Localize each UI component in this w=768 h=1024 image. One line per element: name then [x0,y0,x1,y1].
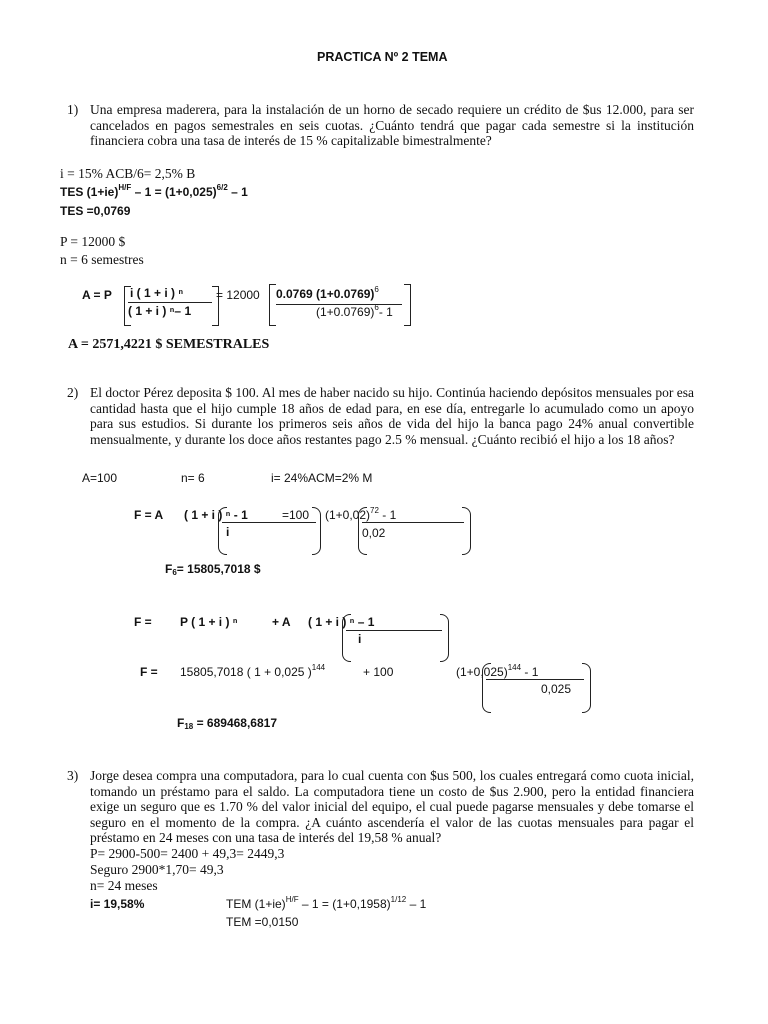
p3-tem-result: TEM =0,0150 [226,915,299,929]
p2-combined-fraction-line [346,630,442,631]
p1-tes-result: TES =0,0769 [60,204,131,218]
p1-annuity-lhs: A = P [82,288,112,302]
p2-combined-principal: P ( 1 + i ) ⁿ [180,615,238,629]
p2-deposit: A=100 [82,471,118,485]
page-title: PRACTICA Nº 2 TEMA [317,50,448,64]
p2-combined-plus: + A [272,615,291,629]
p2-rate: i= 24%ACM=2% M [271,471,373,485]
p2-fraction-line [222,522,316,523]
problem-1-text: Una empresa maderera, para la instalación de un horno de secado requiere un crédito de $us 12.000, para ser cancelados en pagos semestrales en seis cuotas. ¿Cuánto tendrá que pagar cada semestre si la institución financiera cobra una tasa de interés de 15 % capitalizable bimestralmente? [90,102,694,148]
p2-bracket-right [312,507,321,555]
p1-annuity-mid: = 12000 [216,288,260,302]
problem-3-text: Jorge desea compra una computadora, para lo cual cuenta con $us 500, los cuales entregará como cuota inicial, tomando un préstamo para el saldo. La computadora tiene un costo de $us 2.900, pero la entidad financiera exige un seguro que es 1.70 % del valor inicial del equipo, el cual puede pagarse mensuales y debe tomarse el seguro en el momento de la compra. ¿A cuánto ascendería el valor de las cuotas mensuales para pagar el préstamo en 24 meses con una tasa de interés del 19,58 % anual? [90,768,694,845]
p1-bracket2-right [404,284,411,326]
p2-substituted-value: 15805,7018 ( 1 + 0,025 )$^{144}$ [180,663,326,679]
p2-f6-result: $F_6= 15805,7018$ $ [165,562,261,577]
p2-future-denominator: i [226,525,230,539]
p1-annuity-denominator2: $(1+0.0769)^6-$ 1 [316,303,393,319]
p2-combined-denominator: i [358,632,362,646]
problem-2-text: El doctor Pérez deposita $ 100. Al mes de haber nacido su hijo. Continúa haciendo depósitos mensuales por esa cantidad hasta que el hijo cumple 18 años de edad para, en ese día, entregarle lo acumulado como un apoyo para sus estudios. Si durante los primeros seis años de vida del hijo la banca pago 24% anual convertible mensualmente, y durante los doce años restantes pago 2.5 % mensual. ¿Cuánto recibió el hijo a los 18 años? [90,385,694,447]
p1-periods: n = 6 semestres [60,252,144,267]
p2-substituted-fraction-line [486,679,584,680]
p2-future-lhs: F = A [134,508,164,522]
p2-combined-numerator: ( 1 + i ) ⁿ – 1 [308,615,375,629]
p2-future-numerator: ( 1 + i ) ⁿ - 1 [184,508,248,522]
p2-substituted-lhs: F = [140,665,158,679]
p2-substituted-bracket-right [582,663,591,713]
p2-future-denominator2: 0,02 [362,526,386,540]
p1-fraction-line [128,302,212,303]
p1-principal: P = 12000 $ [60,234,126,249]
p1-annuity-numerator: i ( 1 + i ) ⁿ [130,286,184,300]
problem-2-number: 2) [67,385,79,400]
p3-principal: P= 2900-500= 2400 + 49,3= 2449,3 [90,846,285,861]
p3-insurance: Seguro 2900*1,70= 49,3 [90,862,224,877]
p1-rate: i = 15% ACB/6= 2,5% B [60,166,196,181]
p2-substituted-numerator: $(1+0,025)^{144} - 1$ [456,663,539,679]
p2-future-numerator2: $(1+0,02)^{72} - 1$ [325,506,397,522]
p1-bracket2-left [269,284,276,326]
problem-3-number: 3) [67,768,79,783]
p3-periods: n= 24 meses [90,878,158,893]
p1-tes-formula: TES $(1+ie)^{H/F} - 1 = (1+0,025)^{6/2} - 1$ [60,183,248,199]
p2-substituted-denominator: 0,025 [541,682,572,696]
p2-substituted-bracket-left [482,663,491,713]
problem-1-number: 1) [67,102,79,117]
p3-rate: i= 19,58% [90,897,145,911]
p1-answer: A = 2571,4221 $ SEMESTRALES [68,337,270,352]
p2-periods: n= 6 [181,471,205,485]
p2-combined-bracket-right [440,614,449,662]
p2-combined-bracket-left [342,614,351,662]
p2-future-eq: =100 [282,508,310,522]
p2-fraction-line2 [362,522,464,523]
p2-bracket2-right [462,507,471,555]
p1-annuity-denominator: ( 1 + i ) ⁿ– 1 [128,304,192,318]
p3-tem-formula: TEM $(1+ie)^{H/F} - 1 = (1+0,1958)^{1/12} - 1$ [226,895,427,911]
p2-combined-lhs: F = [134,615,152,629]
p1-annuity-numerator2: 0.0769 $(1+0.0769)^6$ [276,285,379,301]
p2-substituted-plus: + 100 [363,665,394,679]
p2-f18-result: $F_{18} = 689468,6817$ [177,716,277,731]
